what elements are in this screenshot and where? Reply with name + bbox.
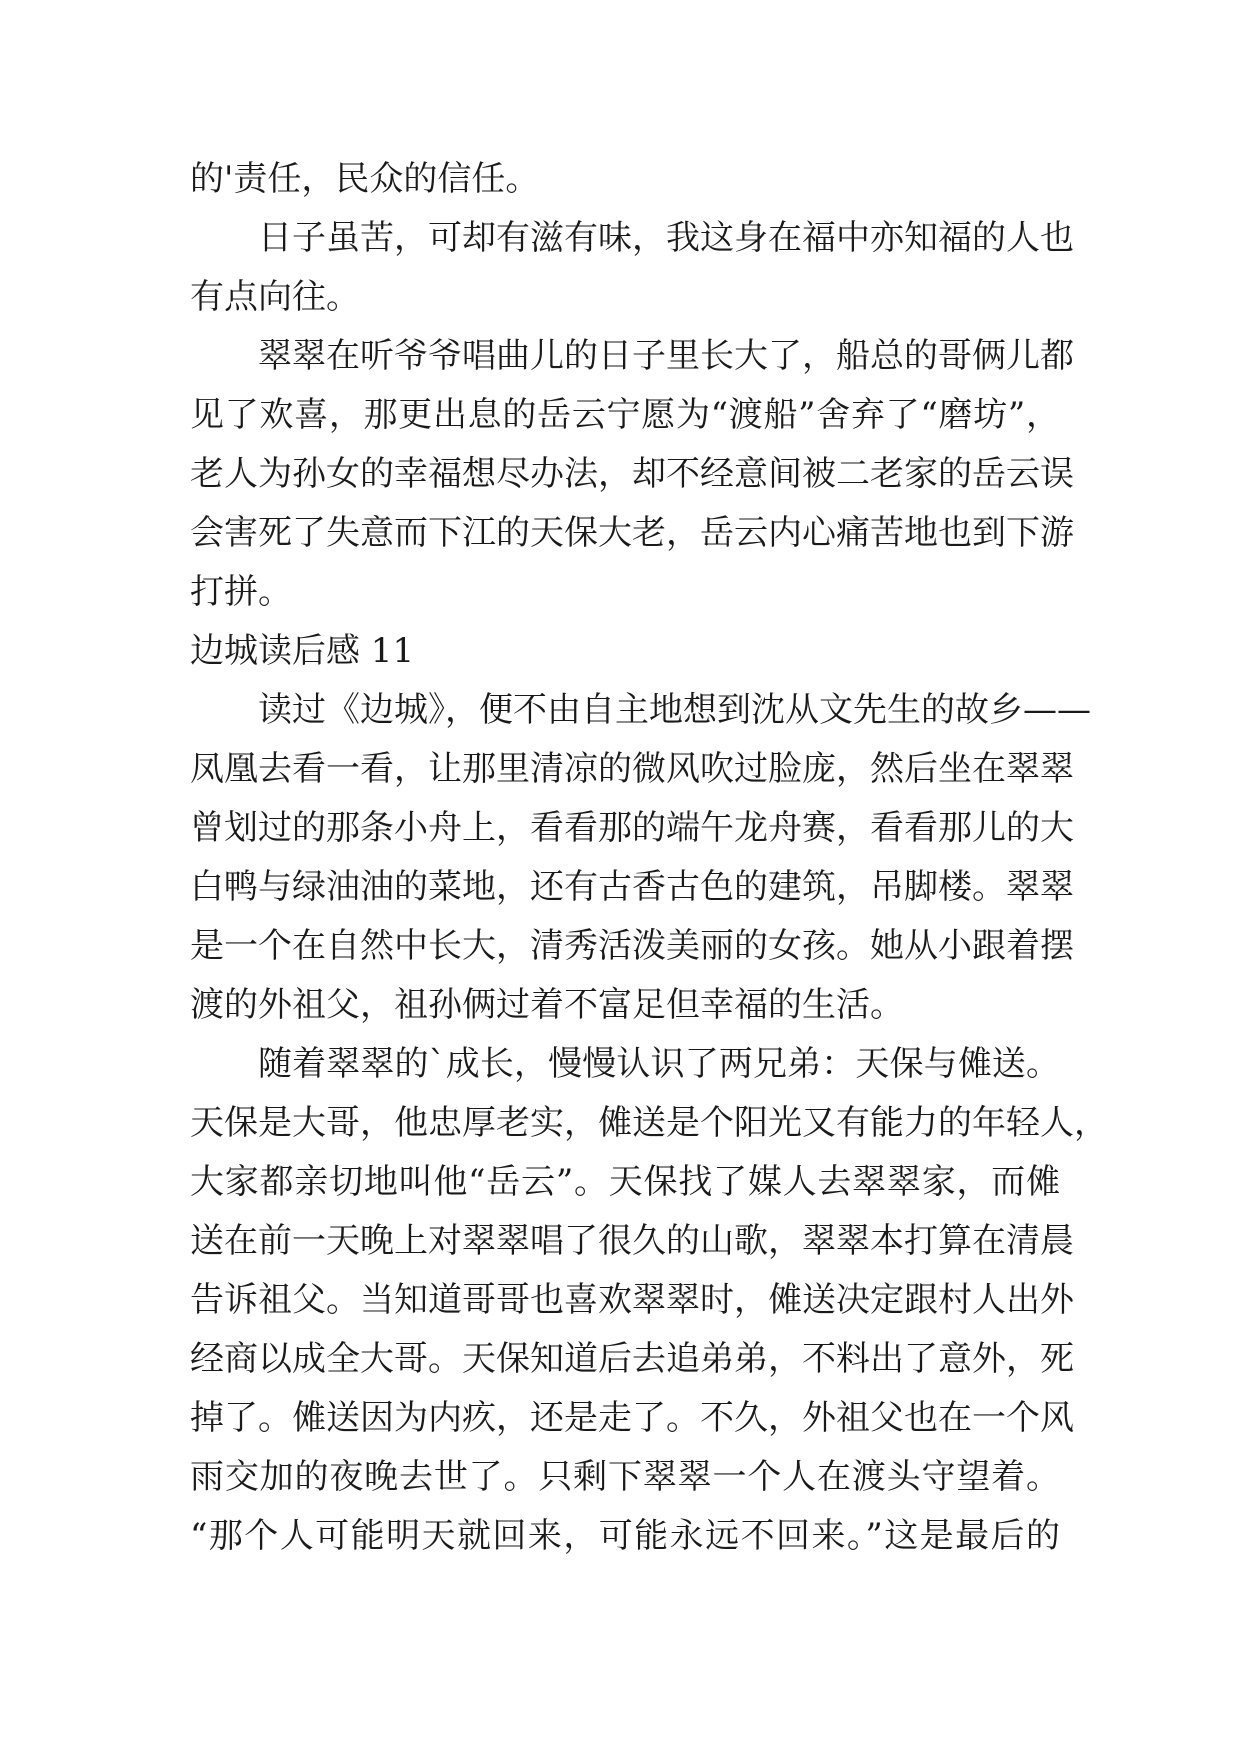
text-line: 随着翠翠的`成长，慢慢认识了两兄弟：天保与傩送。 bbox=[258, 1044, 1060, 1084]
text-line: 见了欢喜，那更出息的岳云宁愿为“渡船”舍弃了“磨坊”， bbox=[190, 395, 1060, 435]
text-line: 边城读后感 11 bbox=[190, 631, 415, 671]
document-body bbox=[190, 150, 1108, 1566]
text-line: “那个人可能明天就回来，可能永远不回来。”这是最后的 bbox=[190, 1516, 1060, 1556]
text-line: 翠翠在听爷爷唱曲儿的日子里长大了，船总的哥俩儿都 bbox=[258, 336, 1074, 376]
text-line: 读过《边城》，便不由自主地想到沈从文先生的故乡—— bbox=[258, 690, 1091, 730]
text-line: 是一个在自然中长大，清秀活泼美丽的女孩。她从小跟着摆 bbox=[190, 926, 1074, 966]
text-line: 日子虽苦，可却有滋有味，我这身在福中亦知福的人也 bbox=[258, 218, 1074, 258]
text-line: 的'责任，民众的信任。 bbox=[190, 159, 540, 199]
text-line: 掉了。傩送因为内疚，还是走了。不久，外祖父也在一个风 bbox=[190, 1398, 1074, 1438]
text-line: 经商以成全大哥。天保知道后去追弟弟，不料出了意外，死 bbox=[190, 1339, 1074, 1379]
text-line: 天保是大哥，他忠厚老实，傩送是个阳光又有能力的年轻人， bbox=[190, 1103, 1108, 1143]
text-line: 老人为孙女的幸福想尽办法，却不经意间被二老家的岳云误 bbox=[190, 454, 1074, 494]
text-line: 有点向往。 bbox=[190, 277, 360, 317]
text-line: 曾划过的那条小舟上，看看那的端午龙舟赛，看看那儿的大 bbox=[190, 808, 1074, 848]
text-line: 送在前一天晚上对翠翠唱了很久的山歌，翠翠本打算在清晨 bbox=[190, 1221, 1074, 1261]
text-line: 打拼。 bbox=[190, 572, 292, 612]
text-line: 渡的外祖父，祖孙俩过着不富足但幸福的生活。 bbox=[190, 985, 904, 1025]
text-line: 大家都亲切地叫他“岳云”。天保找了媒人去翠翠家，而傩 bbox=[190, 1162, 1060, 1202]
text-line: 会害死了失意而下江的天保大老，岳云内心痛苦地也到下游 bbox=[190, 513, 1074, 553]
text-line: 雨交加的夜晚去世了。只剩下翠翠一个人在渡头守望着。 bbox=[190, 1457, 1060, 1497]
text-line: 凤凰去看一看，让那里清凉的微风吹过脸庞，然后坐在翠翠 bbox=[190, 749, 1074, 789]
text-line: 告诉祖父。当知道哥哥也喜欢翠翠时，傩送决定跟村人出外 bbox=[190, 1280, 1074, 1320]
text-line: 白鸭与绿油油的菜地，还有古香古色的建筑，吊脚楼。翠翠 bbox=[190, 867, 1074, 907]
